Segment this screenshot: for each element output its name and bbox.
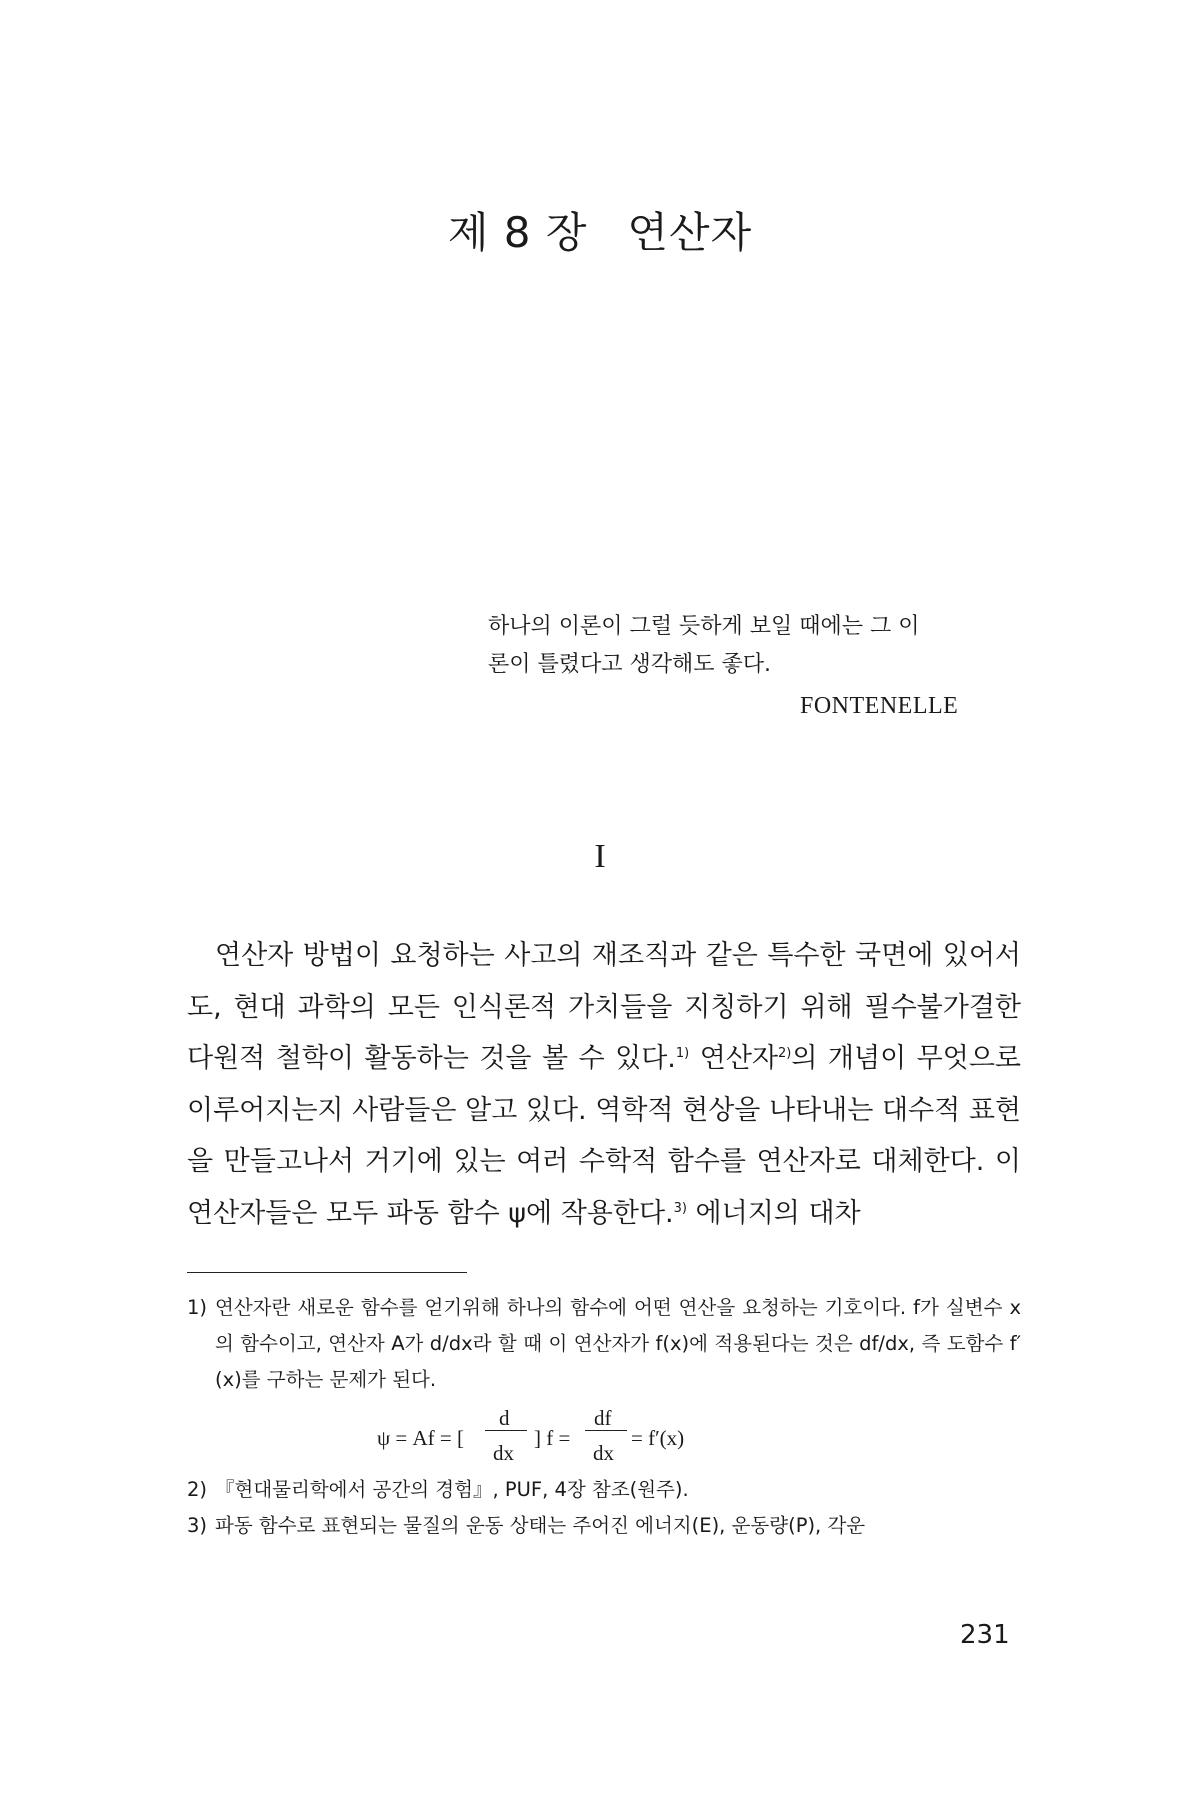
body-text-run: 연산자 방법이 요청하는 사고의 재조직과 같은 특수한 국면에 있어서도, 현대 과학의 모든 인식론적 가치들을 지칭하기 위해 필수불가결한 다원적 철학이 활동하는 것을 볼 수 있다. xyxy=(187,940,1021,1074)
body-text-run: 연산자 xyxy=(689,1043,778,1074)
epigraph-author: FONTENELLE xyxy=(800,693,959,719)
footnote-number: 3) xyxy=(187,1514,208,1537)
formula-lhs: ψ = Af = [ xyxy=(377,1426,464,1450)
body-text-run: 의 개념이 무엇으로 이루어지는지 사람들은 알고 있다. 역학적 현상을 나타내는 대수적 표현을 만들고나서 거기에 있는 여러 수학적 함수를 연산자로 대체한다. 이 연산자들은 모두 파동 함수 ψ에 작용한다. xyxy=(187,1043,1021,1229)
formula-rhs: = f′(x) xyxy=(631,1426,685,1450)
footnote-1 xyxy=(187,1290,1021,1398)
footnote-number: 1) xyxy=(187,1296,208,1319)
formula-frac1-numerator: d xyxy=(499,1406,510,1430)
fraction-bar xyxy=(585,1430,627,1431)
body-paragraph xyxy=(187,930,1021,1239)
footnote-text: 파동 함수로 표현되는 물질의 운동 상태는 주어진 에너지(E), 운동량(P), 각운 xyxy=(215,1514,866,1537)
section-numeral: I xyxy=(594,838,606,875)
page-number: 231 xyxy=(960,1620,1010,1650)
footnotes xyxy=(187,1290,1021,1544)
body-text-run: 에너지의 대차 xyxy=(686,1197,861,1229)
footnote-text: 연산자란 새로운 함수를 얻기위해 하나의 함수에 어떤 연산을 요청하는 기호이다. f가 실변수 x의 함수이고, 연산자 A가 d/dx라 할 때 이 연산자가 f(x)에 적용된다는 것은 df/dx, 즉 도함수 f′(x)를 구하는 문제가 된다. xyxy=(215,1296,1021,1391)
chapter-name: 연산자 xyxy=(627,208,753,257)
footnote-3 xyxy=(187,1508,1021,1544)
epigraph-line: 하나의 이론이 그럴 듯하게 보일 때에는 그 이 xyxy=(488,614,920,639)
chapter-number-label: 제 8 장 xyxy=(447,208,588,257)
footnote-ref-2[interactable]: 2) xyxy=(777,1046,792,1061)
chapter-title xyxy=(0,200,1200,260)
epigraph xyxy=(488,608,1008,684)
footnote-2 xyxy=(187,1472,1021,1508)
fraction-bar xyxy=(485,1430,527,1431)
formula-frac2-denominator: dx xyxy=(593,1441,614,1465)
footnote-divider xyxy=(187,1272,467,1273)
body-text xyxy=(187,930,1021,1239)
footnote-text: 『현대물리학에서 공간의 경험』, PUF, 4장 참조(원주). xyxy=(215,1478,689,1501)
formula-frac2-numerator: df xyxy=(594,1406,612,1430)
footnote-number: 2) xyxy=(187,1478,208,1501)
footnote-formula xyxy=(187,1398,1021,1472)
footnote-ref-1[interactable]: 1) xyxy=(675,1046,690,1061)
formula-frac1-denominator: dx xyxy=(493,1441,514,1465)
formula-mid: ] f = xyxy=(534,1426,571,1450)
footnote-ref-3[interactable]: 3) xyxy=(673,1200,687,1216)
epigraph-line: 론이 틀렸다고 생각해도 좋다. xyxy=(488,652,771,677)
